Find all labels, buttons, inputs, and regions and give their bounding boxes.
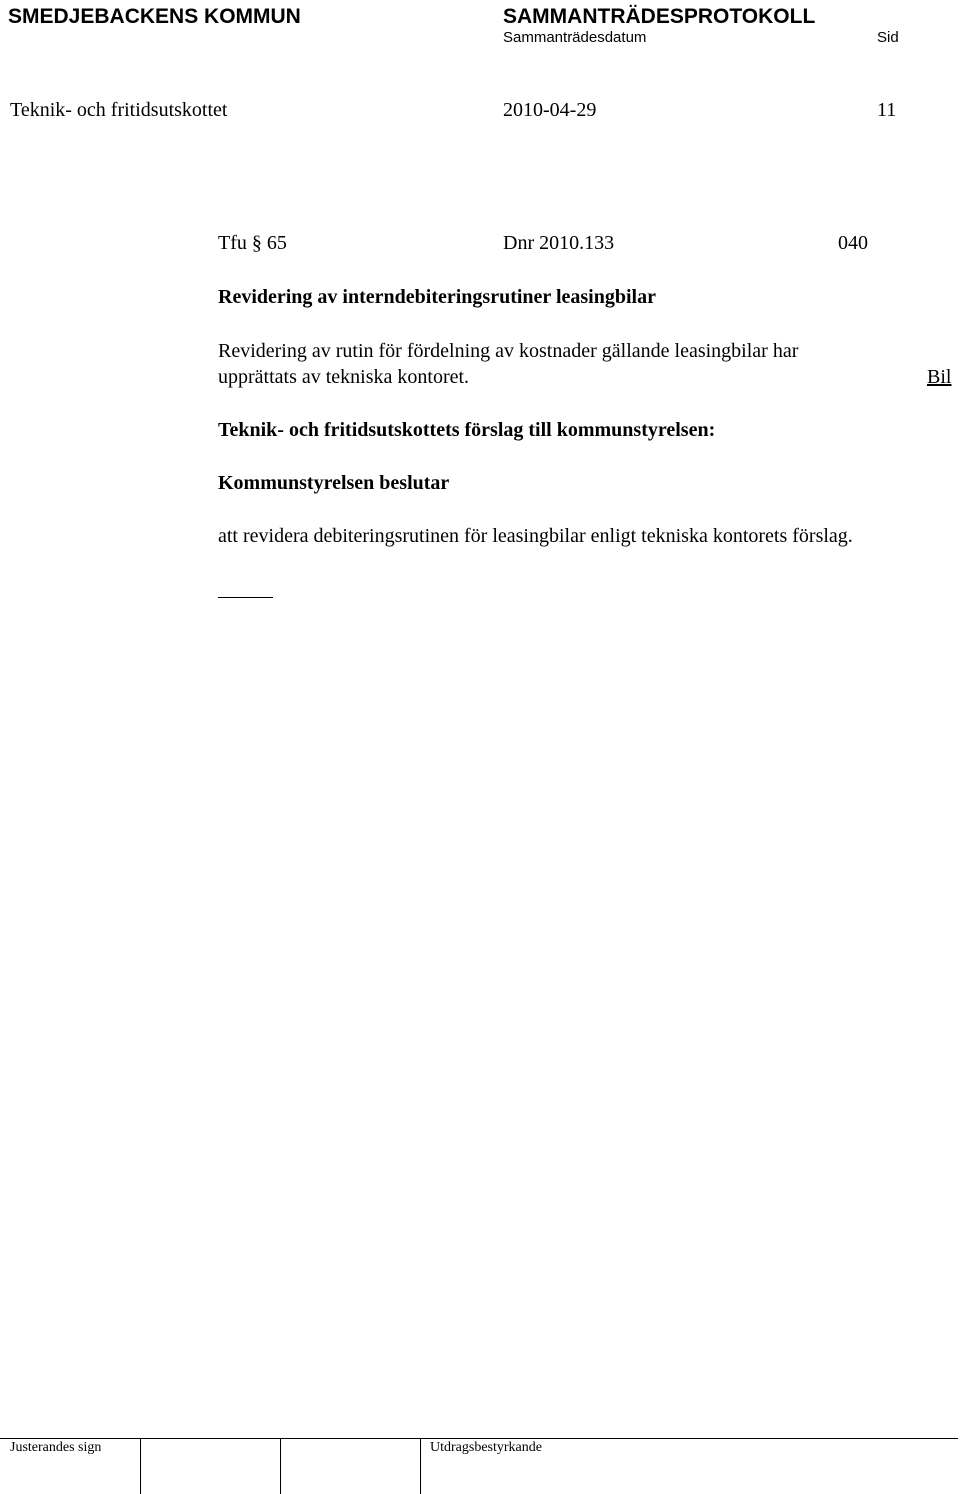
attachment-link[interactable]: Bil bbox=[927, 366, 952, 388]
footer-rule bbox=[0, 1438, 958, 1439]
footer-divider-1 bbox=[140, 1438, 141, 1494]
proposal-heading: Teknik- och fritidsutskottets förslag till kommunstyrelsen: bbox=[218, 419, 716, 441]
body-line-2: upprättats av tekniska kontoret. bbox=[218, 366, 470, 388]
decision-heading: Kommunstyrelsen beslutar bbox=[218, 472, 450, 494]
municipality-name: SMEDJEBACKENS KOMMUN bbox=[8, 5, 301, 28]
paragraph-label: Tfu § 65 bbox=[218, 232, 287, 254]
document-type: SAMMANTRÄDESPROTOKOLL bbox=[503, 5, 816, 28]
item-title: Revidering av interndebiteringsrutiner leasingbilar bbox=[218, 286, 656, 308]
section-end-rule bbox=[218, 597, 273, 598]
footer-divider-2 bbox=[280, 1438, 281, 1494]
page-label: Sid bbox=[877, 29, 899, 46]
body-line-1: Revidering av rutin för fördelning av kostnader gällande leasingbilar har bbox=[218, 340, 799, 362]
footer-divider-3 bbox=[420, 1438, 421, 1494]
meeting-date: 2010-04-29 bbox=[503, 99, 597, 121]
diary-number: Dnr 2010.133 bbox=[503, 232, 615, 254]
committee-name: Teknik- och fritidsutskottet bbox=[10, 99, 228, 121]
decision-text: att revidera debiteringsrutinen för leasingbilar enligt tekniska kontorets förslag. bbox=[218, 525, 853, 547]
archive-code: 040 bbox=[838, 232, 868, 254]
extract-certification-label: Utdragsbestyrkande bbox=[430, 1440, 542, 1455]
date-label: Sammanträdesdatum bbox=[503, 29, 647, 46]
adjuster-sign-label: Justerandes sign bbox=[10, 1440, 102, 1455]
page-number: 11 bbox=[877, 99, 897, 121]
